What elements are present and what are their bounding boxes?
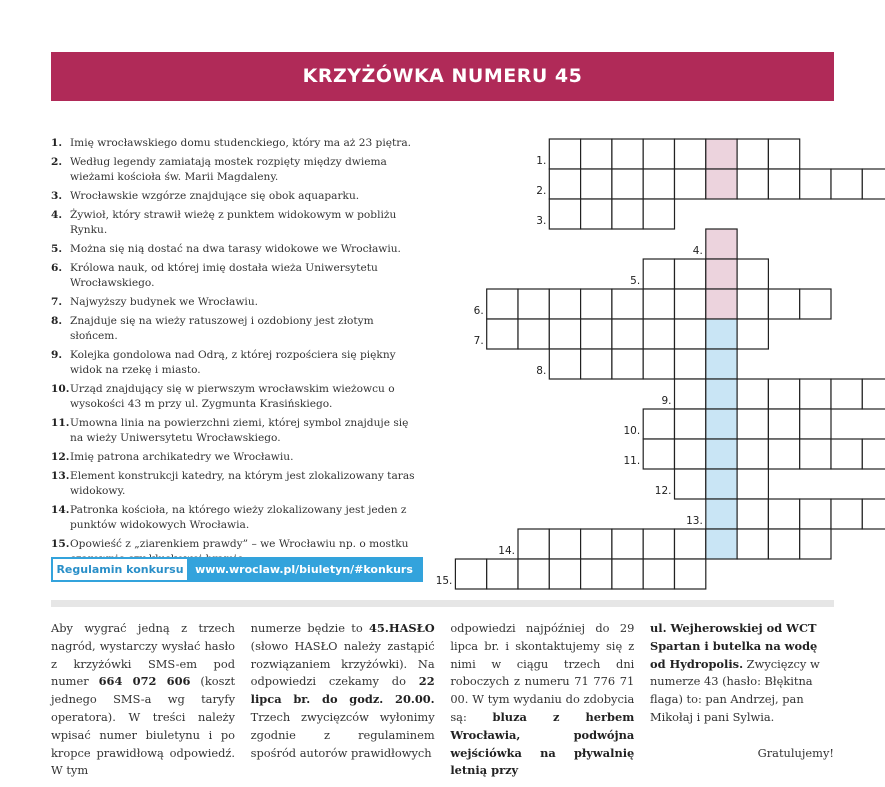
clue-number: 12.: [51, 451, 70, 463]
crossword-cell[interactable]: [706, 289, 737, 319]
crossword-cell[interactable]: [643, 559, 674, 589]
clue-text: Imię patrona archikatedry we Wrocławiu.: [70, 451, 294, 463]
crossword-cell[interactable]: [831, 439, 862, 469]
crossword-cell[interactable]: [549, 349, 580, 379]
crossword-cell[interactable]: [581, 169, 612, 199]
crossword-cell[interactable]: [643, 349, 674, 379]
crossword-cell[interactable]: [487, 289, 518, 319]
crossword-cell[interactable]: [768, 139, 799, 169]
crossword-cell[interactable]: [643, 259, 674, 289]
clue-number: 6.: [51, 262, 63, 274]
crossword-row-number: 10.: [623, 425, 641, 437]
info-column-3: odpowiedzi najpóźniej do 29 lipca br. i skontaktujemy się z nimi w ciągu trzech dni roboczych z numeru 71 776 71 00. W tym wydaniu do zdobycia są: bluza z herbem Wrocławia, podwójna wejściówka na pływalnię letnią przy: [450, 621, 635, 778]
crossword-row-number: 9.: [661, 395, 672, 407]
clue-text: Urząd znajdujący się w pierwszym wrocławskim wieżowcu o wysokości 43 m przy ul. Zygmunta Krasińskiego.: [70, 383, 395, 410]
crossword-cell[interactable]: [862, 379, 885, 409]
crossword-cell[interactable]: [643, 169, 674, 199]
crossword-cell[interactable]: [737, 139, 768, 169]
clue-number: 7.: [51, 296, 63, 308]
crossword-cell[interactable]: [768, 499, 799, 529]
crossword-cell[interactable]: [549, 319, 580, 349]
contest-info: [51, 620, 834, 780]
info-column-2: numerze będzie to 45.HASŁO (słowo HASŁO należy zastąpić rozwiązaniem krzyżówki). Na odpowiedzi czekamy do 22 lipca br. do godz. 20.00. Trzech zwycięzców wyłonimy zgodnie z regulaminem spośród autorów prawidłowych: [250, 621, 435, 760]
crossword-cell[interactable]: [768, 529, 799, 559]
clue-text: Według legendy zamiatają mostek rozpięty między dwiema wieżami kościoła św. Marii Magdaleny.: [70, 156, 387, 183]
crossword-cell[interactable]: [581, 349, 612, 379]
crossword-cell[interactable]: [487, 559, 518, 589]
clue-number: 10.: [51, 383, 70, 395]
crossword-cell[interactable]: [800, 499, 831, 529]
info-column-4: ul. Wejherowskiej od WCT Spartan i butelka na wodę od Hydropolis. Zwycięzcy w numerze 43 (hasło: Błękitna flaga) to: pan Andrzej, pan Mikołaj i pani Sylwia. Gratulujemy!: [650, 620, 834, 780]
crossword-cell[interactable]: [706, 439, 737, 469]
crossword-cell[interactable]: [581, 529, 612, 559]
crossword-row-number: 11.: [623, 455, 641, 467]
crossword-cell[interactable]: [800, 289, 831, 319]
crossword-cell[interactable]: [581, 559, 612, 589]
crossword-cell[interactable]: [737, 379, 768, 409]
clue-text: Umowna linia na powierzchni ziemi, której symbol znajduje się na wieży Uniwersytetu Wrocławskiego.: [70, 417, 409, 444]
crossword-cell[interactable]: [675, 169, 706, 199]
clue-number: 15.: [51, 538, 70, 550]
clue-number: 9.: [51, 349, 63, 361]
crossword-cell[interactable]: [612, 349, 643, 379]
crossword-cell[interactable]: [862, 169, 885, 199]
crossword-cell[interactable]: [518, 319, 549, 349]
crossword-cell[interactable]: [675, 289, 706, 319]
crossword-cell[interactable]: [737, 529, 768, 559]
clue-number: 5.: [51, 243, 63, 255]
regulamin-link[interactable]: Regulamin konkursu: [53, 559, 187, 580]
crossword-cell[interactable]: [581, 139, 612, 169]
crossword-cell[interactable]: [643, 319, 674, 349]
crossword-cell[interactable]: [518, 559, 549, 589]
crossword-cell[interactable]: [612, 559, 643, 589]
crossword-cell[interactable]: [706, 349, 737, 379]
info-column-1: Aby wygrać jedną z trzech nagród, wystarczy wysłać hasło z krzyżówki SMS-em pod numer 664 072 606 (koszt jednego SMS-a wg taryfy operatora). W treści należy wpisać numer biuletynu i po kropce prawidłową odpowiedź. W tym: [51, 621, 236, 778]
divider: [51, 600, 834, 607]
crossword-cell[interactable]: [643, 289, 674, 319]
crossword-cell[interactable]: [768, 439, 799, 469]
crossword-cell[interactable]: [643, 199, 674, 229]
crossword-cell[interactable]: [675, 529, 706, 559]
crossword-cell[interactable]: [706, 169, 737, 199]
crossword-cell[interactable]: [800, 409, 831, 439]
answer-format: 45.HASŁO: [369, 621, 435, 635]
crossword-cell[interactable]: [706, 319, 737, 349]
crossword-cell[interactable]: [737, 289, 768, 319]
deadline: 22 lipca br. do godz. 20.00.: [250, 674, 435, 707]
crossword-cell[interactable]: [675, 379, 706, 409]
crossword-cell[interactable]: [800, 169, 831, 199]
crossword-cell[interactable]: [612, 199, 643, 229]
clue-text: Znajduje się na wieży ratuszowej i ozdobiony jest złotym słońcem.: [70, 315, 374, 342]
crossword-cell[interactable]: [675, 139, 706, 169]
crossword-row-number: 5.: [630, 275, 641, 287]
crossword-row-number: 13.: [686, 515, 703, 527]
crossword-row-number: 1.: [536, 155, 547, 167]
clue-text: Imię wrocławskiego domu studenckiego, który ma aż 23 piętra.: [70, 137, 412, 149]
crossword-cell[interactable]: [612, 319, 643, 349]
crossword-cell[interactable]: [643, 409, 674, 439]
crossword-cell[interactable]: [455, 559, 486, 589]
crossword-cell[interactable]: [549, 139, 580, 169]
crossword-row-number: 15.: [435, 575, 453, 587]
crossword-row-number: 14.: [498, 545, 515, 557]
crossword-cell[interactable]: [800, 439, 831, 469]
crossword-cell[interactable]: [643, 439, 674, 469]
sms-number: 664 072 606: [98, 674, 191, 689]
prizes: bluza z herbem Wrocławia, podwójna wejściówka na pływalnię letnią przy: [450, 709, 635, 778]
crossword-cell[interactable]: [581, 289, 612, 319]
crossword-cell[interactable]: [706, 139, 737, 169]
crossword-cell[interactable]: [675, 259, 706, 289]
crossword-cell[interactable]: [706, 529, 737, 559]
clue-text: Żywioł, który strawił wieżę z punktem widokowym w pobliżu Rynku.: [70, 209, 397, 236]
crossword-cell[interactable]: [800, 529, 831, 559]
crossword-cell[interactable]: [675, 319, 706, 349]
crossword-cell[interactable]: [549, 169, 580, 199]
crossword-cell[interactable]: [862, 499, 885, 529]
crossword-row-number: 12.: [654, 485, 672, 497]
clue-number: 3.: [51, 190, 63, 202]
crossword-cell[interactable]: [549, 559, 580, 589]
clue-text: Opowieść z „ziarenkiem prawdy” – we Wrocławiu np. o mostku: [70, 538, 409, 550]
crossword-cell[interactable]: [831, 169, 862, 199]
crossword-cell[interactable]: [549, 289, 580, 319]
page-title: KRZYŻÓWKA NUMERU 45: [51, 52, 834, 101]
clue-number: 2.: [51, 156, 63, 168]
clue-number: 8.: [51, 315, 63, 327]
crossword-cell[interactable]: [706, 499, 737, 529]
crossword-cell[interactable]: [800, 379, 831, 409]
crossword-cell[interactable]: [675, 349, 706, 379]
crossword-cell[interactable]: [737, 499, 768, 529]
crossword-cell[interactable]: [675, 469, 706, 499]
clue-text: Kolejka gondolowa nad Odrą, z której rozpościera się piękny widok na rzekę i miasto.: [70, 349, 396, 376]
crossword-cell[interactable]: [612, 289, 643, 319]
crossword-cell[interactable]: [706, 379, 737, 409]
crossword-cell[interactable]: [675, 409, 706, 439]
clue-text: Najwyższy budynek we Wrocławiu.: [70, 296, 259, 308]
crossword-cell[interactable]: [862, 439, 885, 469]
clue-number: 1.: [51, 137, 63, 149]
crossword-cell[interactable]: [706, 229, 737, 259]
clue-number: 11.: [51, 417, 70, 429]
crossword-cell[interactable]: [612, 169, 643, 199]
crossword-row-number: 3.: [536, 215, 547, 227]
crossword-cell[interactable]: [737, 259, 768, 289]
crossword-cell[interactable]: [737, 409, 768, 439]
crossword-cell[interactable]: [612, 529, 643, 559]
congratulations: Gratulujemy!: [757, 745, 834, 760]
clue-number: 14.: [51, 504, 70, 516]
prizes-end: ul. Wejherowskiej od WCT Spartan i butelka na wodę od Hydropolis.: [649, 621, 818, 671]
crossword-row-number: 8.: [536, 365, 547, 377]
crossword-row-number: 2.: [536, 185, 547, 197]
crossword-cell[interactable]: [706, 259, 737, 289]
crossword-cell[interactable]: [518, 529, 549, 559]
crossword-cell[interactable]: [549, 199, 580, 229]
clue-number: 13.: [51, 470, 70, 482]
crossword-cell[interactable]: [706, 409, 737, 439]
clue-text: Wrocławskie wzgórze znajdujące się obok aquaparku.: [70, 190, 360, 202]
clue-number: 4.: [51, 209, 63, 221]
clue-text: Element konstrukcji katedry, na którym jest zlokalizowany taras widokowy.: [70, 470, 415, 497]
crossword-cell[interactable]: [706, 469, 737, 499]
crossword-cell[interactable]: [581, 319, 612, 349]
crossword-cell[interactable]: [831, 379, 862, 409]
crossword-cell[interactable]: [737, 319, 768, 349]
crossword-cell[interactable]: [675, 559, 706, 589]
crossword-cell[interactable]: [612, 139, 643, 169]
clue-text: Patronka kościoła, na którego wieży zlokalizowany jest jeden z punktów widokowych Wrocławia.: [70, 504, 407, 531]
crossword-row-number: 4.: [692, 245, 703, 257]
crossword-cell[interactable]: [768, 289, 799, 319]
crossword-cell[interactable]: [675, 439, 706, 469]
crossword-cell[interactable]: [643, 139, 674, 169]
website-link[interactable]: www.wroclaw.pl/biuletyn/#konkurs: [187, 559, 421, 580]
crossword-cell[interactable]: [487, 319, 518, 349]
crossword-row-number: 6.: [473, 305, 484, 317]
crossword-row-number: 7.: [473, 335, 484, 347]
crossword-cell[interactable]: [643, 529, 674, 559]
crossword-cell[interactable]: [768, 409, 799, 439]
crossword-cell[interactable]: [831, 499, 862, 529]
crossword-cell[interactable]: [768, 379, 799, 409]
crossword-cell[interactable]: [581, 199, 612, 229]
crossword-cell[interactable]: [768, 169, 799, 199]
crossword-cell[interactable]: [737, 469, 768, 499]
crossword-cell[interactable]: [737, 439, 768, 469]
clue-text: Można się nią dostać na dwa tarasy widokowe we Wrocławiu.: [70, 243, 401, 255]
crossword-cell[interactable]: [549, 529, 580, 559]
clue-text: Królowa nauk, od której imię dostała wieża Uniwersytetu Wrocławskiego.: [70, 262, 378, 289]
crossword-cell[interactable]: [518, 289, 549, 319]
crossword-cell[interactable]: [737, 169, 768, 199]
